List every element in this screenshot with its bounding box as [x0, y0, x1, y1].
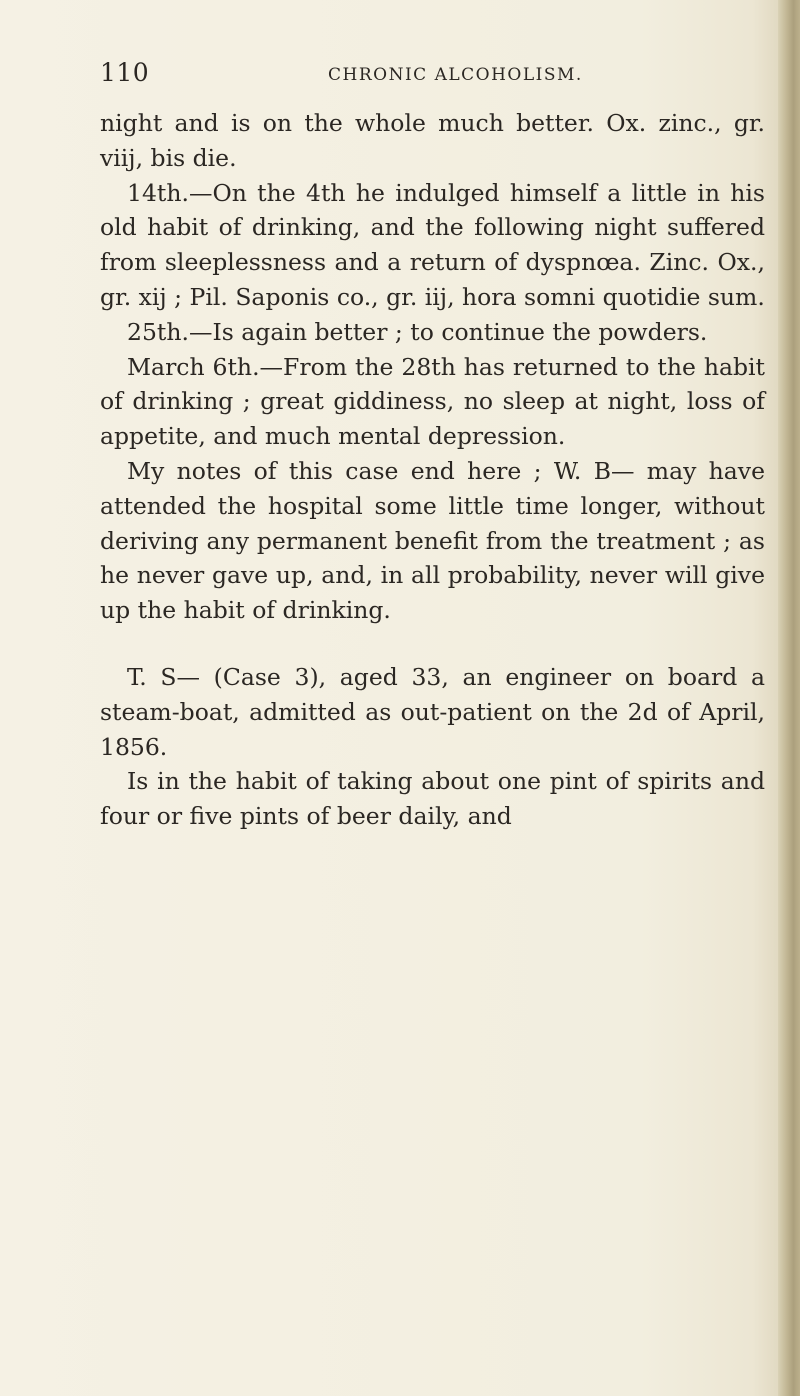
running-title: CHRONIC ALCOHOLISM. — [328, 65, 583, 85]
page-header — [100, 58, 740, 88]
paragraph-case-3-habits: Is in the habit of taking about one pint of spirits and four or five pints of beer daily, and — [100, 767, 765, 831]
paragraph-case-notes-end: My notes of this case end here ; W. B— may have attended the hospital some little time longer, without deriving any permanent benefit from the treatment ; as he never gave up, and, in all probability, never will give up the habit of drinking. — [100, 456, 765, 625]
paragraph-14th: 14th.—On the 4th he indulged himself a little in his old habit of drinking, and the following night suffered from sleeplessness and a return of dyspnœa. Zinc. Ox., gr. xij ; Pil. Saponis co., gr. iij, hora somni quotidie sum. — [100, 178, 765, 311]
paragraph-case-3-intro: T. S— (Case 3), aged 33, an engineer on board a steam-boat, admitted as out-patient on the 2d of April, 1856. — [100, 662, 765, 761]
body-text — [100, 106, 765, 834]
page-gutter-shadow — [778, 0, 800, 1396]
page-number: 110 — [100, 58, 150, 87]
paragraph-25th: 25th.—Is again better ; to continue the powders. — [127, 317, 708, 346]
paragraph-continuation: night and is on the whole much better. Ox. zinc., gr. viij, bis die. — [100, 109, 765, 172]
paragraph-march-6th: March 6th.—From the 28th has returned to the habit of drinking ; great giddiness, no sleep at night, loss of appetite, and much mental depression. — [100, 352, 765, 451]
